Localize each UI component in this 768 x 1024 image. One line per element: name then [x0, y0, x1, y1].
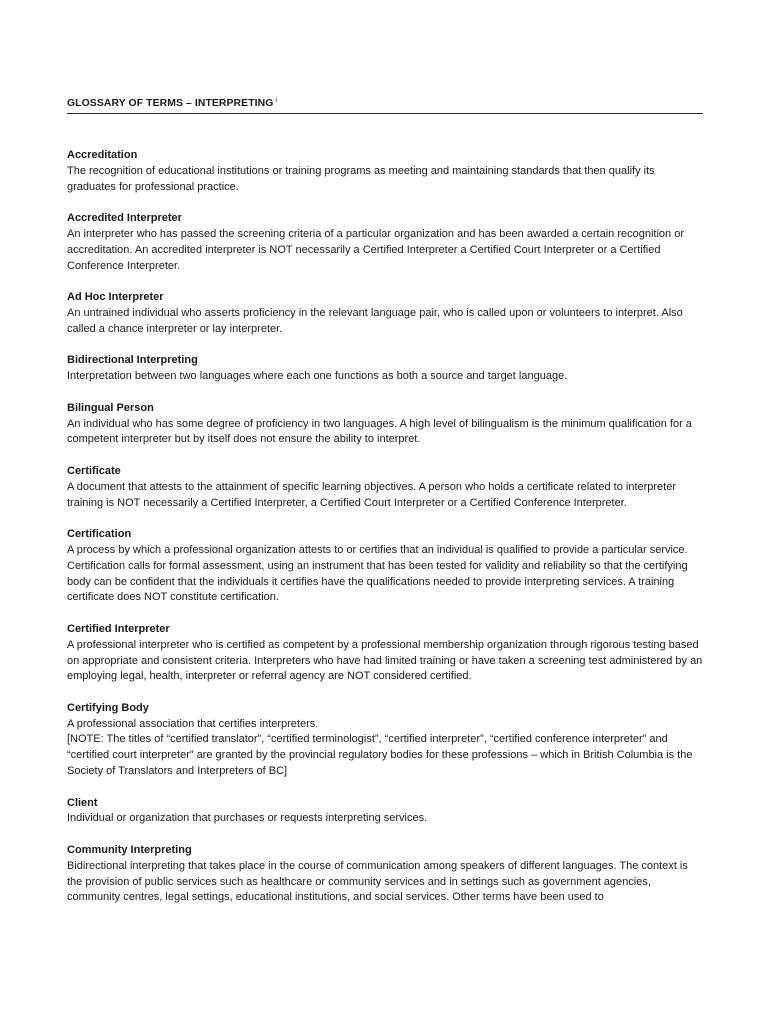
glossary-entry-bidirectional-interpreting — [67, 353, 703, 385]
glossary-entry-bilingual-person — [67, 401, 703, 448]
glossary-entry-certified-interpreter — [67, 622, 703, 685]
glossary-definition: An interpreter who has passed the screening criteria of a particular organization and has been awarded a certain recognition or accreditation. An accredited interpreter is NOT necessarily a Certified Interpreter a Certified Court Interpreter or a Certified Conference Interpreter. — [67, 227, 684, 272]
glossary-term: Certificate — [67, 464, 121, 477]
glossary-entry-certifying-body — [67, 701, 703, 780]
glossary-entry-certificate — [67, 464, 703, 511]
glossary-entry-accreditation — [67, 148, 703, 195]
glossary-definition: Individual or organization that purchases or requests interpreting services. — [67, 812, 428, 825]
glossary-definition: An individual who has some degree of proficiency in two languages. A high level of bilingualism is the minimum qualification for a competent interpreter but by itself does not ensure the ability to interpret. — [67, 417, 692, 446]
glossary-term: Bilingual Person — [67, 401, 154, 414]
glossary-term: Bidirectional Interpreting — [67, 354, 198, 367]
glossary-term: Accreditation — [67, 149, 138, 161]
glossary-term: Certification — [67, 528, 132, 541]
glossary-entry-community-interpreting — [67, 843, 703, 906]
glossary-definition: An untrained individual who asserts proficiency in the relevant language pair, who is called upon or volunteers to interpret. Also called a chance interpreter or lay interpreter. — [67, 306, 683, 335]
glossary-definition: A professional interpreter who is certified as competent by a professional membership organization through rigorous testing based on appropriate and consistent criteria. Interpreters who have had limited training or have taken a screening test administered by an employing legal, health, interpreter or referral agency are NOT considered certified. — [67, 638, 703, 683]
document-title — [67, 98, 277, 109]
glossary-term: Ad Hoc Interpreter — [67, 291, 164, 304]
glossary-definition: A process by which a professional organization attests to or certifies that an individual is qualified to provide a particular service. Certification calls for formal assessment, using an instrument that has been tested for validity and reliability so that the certifying body can be confident that the individuals it certifies have the qualifications needed to provide interpreting services. A training certificate does NOT constitute certification. — [67, 543, 688, 604]
glossary-definition: The recognition of educational institutions or training programs as meeting and maintaining standards that then qualify its graduates for professional practice. — [67, 164, 655, 193]
glossary-term: Accredited Interpreter — [67, 212, 182, 225]
glossary-definition: Bidirectional interpreting that takes place in the course of communication among speakers of different languages. The context is the provision of public services such as healthcare or community services and in settings such as government agencies, community centres, legal settings, educational institutions, and social services. Other terms have been used to — [67, 859, 688, 904]
glossary-note: [NOTE: The titles of “certified translator”, “certified terminologist”, “certified interpreter”, “certified conference interpreter” and “certified court interpreter” are granted by the provincial regulatory bodies for these professions – which in British Columbia is the Society of Translators and Interpreters of BC] — [67, 733, 693, 778]
glossary-entry-ad-hoc-interpreter — [67, 290, 703, 337]
glossary-definition: A document that attests to the attainment of specific learning objectives. A person who holds a certificate related to interpreter training is NOT necessarily a Certified Interpreter, a Certified Court Interpreter or a Certified Conference Interpreter. — [67, 480, 677, 509]
glossary-definition: Interpretation between two languages where each one functions as both a source and target language. — [67, 370, 568, 383]
glossary-term: Client — [67, 796, 98, 809]
document-page — [67, 93, 703, 922]
glossary-term: Certified Interpreter — [67, 622, 170, 635]
glossary-term: Certifying Body — [67, 701, 149, 714]
glossary-entry-accredited-interpreter — [67, 211, 703, 274]
glossary-entry-certification — [67, 527, 703, 606]
glossary-entry-client — [67, 796, 703, 828]
title-footnote-marker: i — [275, 97, 278, 104]
glossary-definition: A professional association that certifies interpreters. — [67, 717, 319, 730]
document-header — [67, 93, 703, 114]
glossary-term: Community Interpreting — [67, 844, 192, 857]
document-title-text: GLOSSARY OF TERMS – INTERPRETING — [67, 98, 274, 109]
